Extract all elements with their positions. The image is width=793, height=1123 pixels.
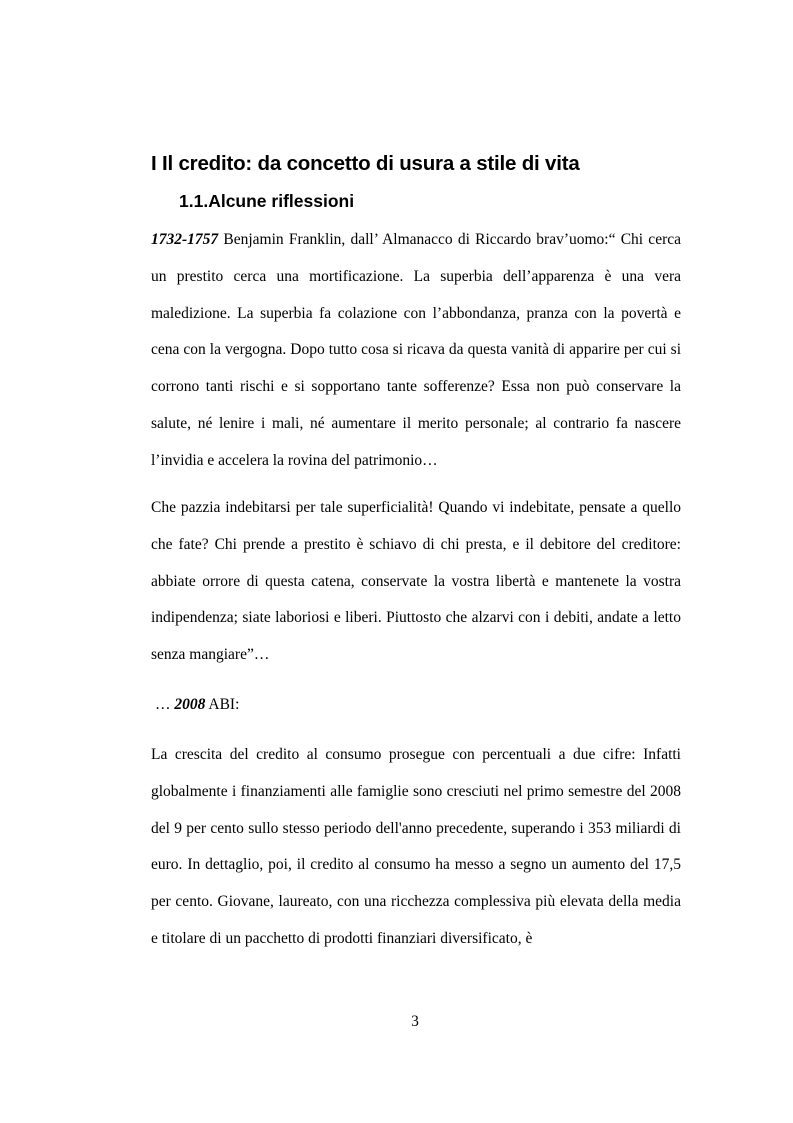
paragraph-abi	[155, 687, 685, 724]
year-2008: 2008	[174, 696, 206, 713]
page-number: 3	[411, 1013, 419, 1030]
paragraph-pazzia: Che pazzia indebitarsi per tale superficialità! Quando vi indebitate, pensate a quello che fate? Chi prende a prestito è schiavo di chi presta, e il debitore del creditore: abbiate orrore di questa catena, conservate la vostra libertà e mantenete la vostra indipendenza; siate laboriosi e liberi. Piuttosto che alzarvi con i debiti, andate a letto senza mangiare”…	[151, 499, 681, 664]
paragraph-crescita: La crescita del credito al consumo prosegue con percentuali a due cifre: Infatti globalmente i finanziamenti alle famiglie sono cresciuti nel primo semestre del 2008 del 9 per cento sullo stesso periodo dell'anno precedente, superando i 353 miliardi di euro. In dettaglio, poi, il credito al consumo ha messo a segno un aumento del 17,5 per cento. Giovane, laureato, con una ricchezza complessiva più elevata della media e titolare di un pacchetto di prodotti finanziari diversificato, è	[151, 746, 681, 947]
paragraph-text: Benjamin Franklin, dall’ Almanacco di Riccardo brav’uomo:“ Chi cerca un prestito cerca una mortificazione. La superbia dell’apparenza è una vera maledizione. La superbia fa colazione con l’abbondanza, pranza con la povertà e cena con la vergogna. Dopo tutto cosa si ricava da questa vanità di apparire per cui si corrono tanti rischi e si sopportano tante sofferenze? Essa non può conservare la salute, né lenire i mali, né aumentare il merito personale; al contrario fa nascere l’invidia e accelera la rovina del patrimonio…	[151, 231, 681, 469]
ellipsis-prefix: …	[155, 696, 175, 713]
chapter-title: I Il credito: da concetto di usura a stile di vita	[151, 152, 580, 175]
paragraph-franklin	[151, 222, 681, 480]
year-range: 1732-1757	[151, 231, 219, 248]
section-title: 1.1.Alcune riflessioni	[179, 191, 355, 211]
abi-label: ABI:	[205, 696, 240, 713]
